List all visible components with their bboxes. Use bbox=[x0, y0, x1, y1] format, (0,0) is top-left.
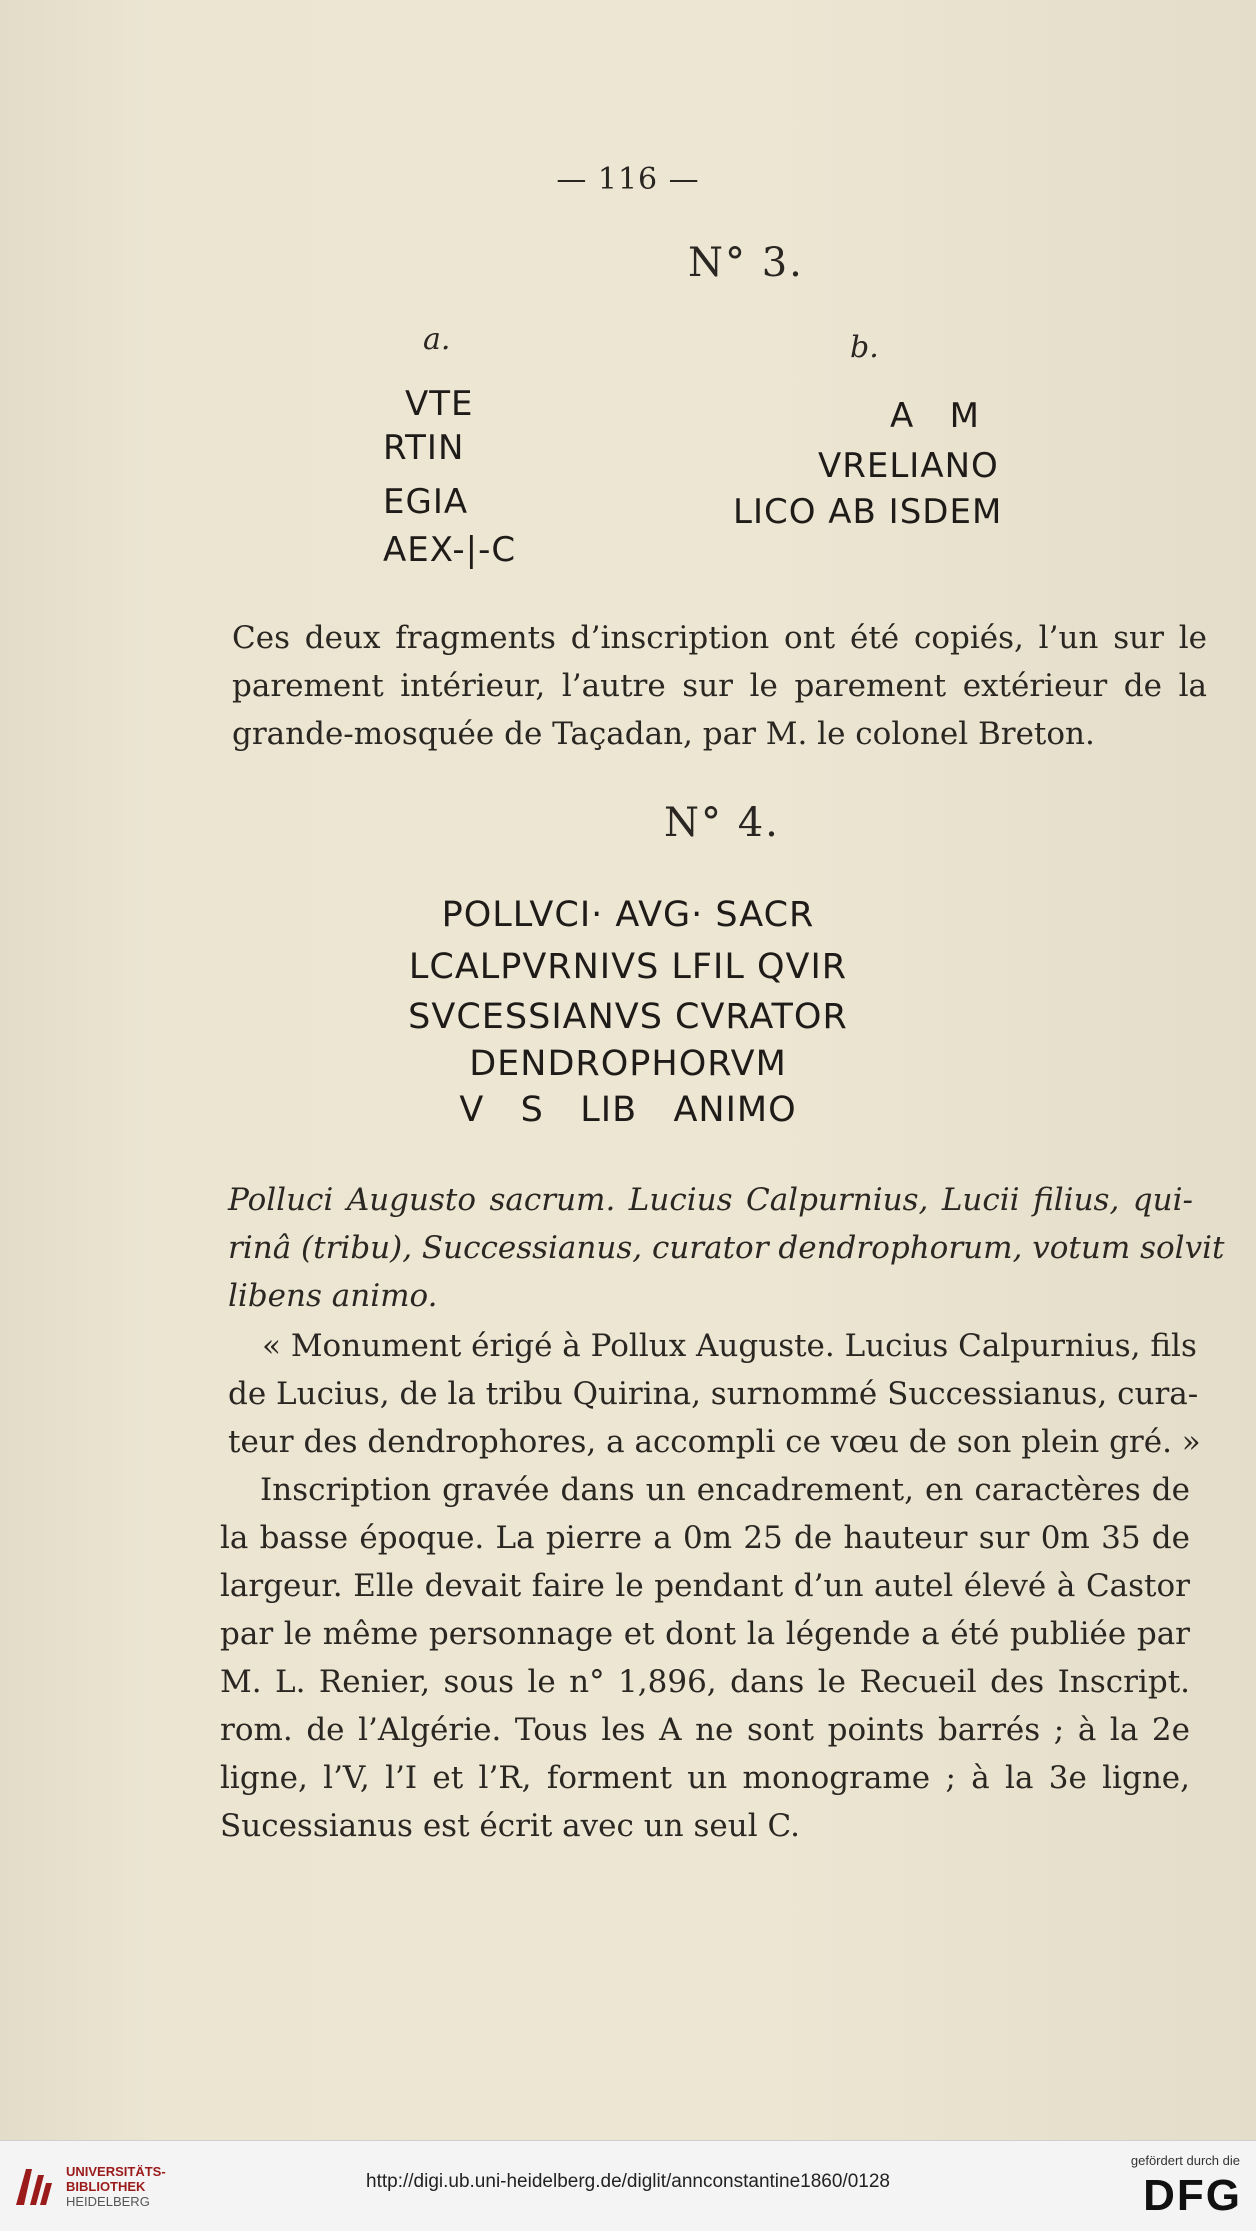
inscription-4-line: LCALPVRNIVS LFIL QVIR bbox=[408, 947, 848, 987]
text-line: ligne, l’V, l’I et l’R, forment un monograme ; à la 3e ligne, bbox=[220, 1760, 1190, 1796]
label-b: b. bbox=[850, 330, 879, 365]
dfg-logo: DFG bbox=[1143, 2171, 1242, 2220]
text-line: « Monument érigé à Pollux Auguste. Lucius Calpurnius, fils bbox=[262, 1328, 1197, 1364]
text-line: par le même personnage et dont la légende a été publiée par bbox=[220, 1616, 1190, 1652]
text-line: Polluci Augusto sacrum. Lucius Calpurnius, Lucii filius, qui- bbox=[228, 1182, 1193, 1218]
inscription-a-line: EGIA bbox=[383, 482, 469, 522]
text-line: M. L. Renier, sous le n° 1,896, dans le Recueil des Inscript. bbox=[220, 1664, 1190, 1700]
label-a: a. bbox=[423, 322, 451, 357]
text-line: de Lucius, de la tribu Quirina, surnommé Successianus, cura- bbox=[228, 1376, 1199, 1412]
library-name-line: UNIVERSITÄTS- bbox=[66, 2164, 166, 2179]
text-line: rinâ (tribu), Successianus, curator dendrophorum, votum solvit bbox=[228, 1230, 1225, 1266]
inscription-a-line: AEX-|-C bbox=[383, 530, 517, 570]
inscription-b-line: A M bbox=[890, 396, 981, 436]
inscription-4-line: V S LIB ANIMO bbox=[459, 1090, 797, 1130]
french-translation bbox=[228, 1322, 1201, 1466]
inscription-4-line: SVCESSIANVS CVRATOR bbox=[408, 997, 848, 1037]
description-paragraph bbox=[220, 1466, 1190, 1850]
text-line: la basse époque. La pierre a 0m 25 de hauteur sur 0m 35 de bbox=[220, 1520, 1190, 1556]
inscription-b-line: VRELIANO bbox=[818, 446, 999, 486]
text-line: Ces deux fragments d’inscription ont été copiés, l’un sur le bbox=[232, 620, 1207, 656]
latin-expansion bbox=[228, 1176, 1225, 1320]
text-line: teur des dendrophores, a accompli ce vœu de son plein gré. » bbox=[228, 1424, 1201, 1460]
page-number: — 116 — bbox=[556, 162, 700, 197]
permalink-url[interactable]: http://digi.ub.uni-heidelberg.de/diglit/annconstantine1860/0128 bbox=[366, 2171, 890, 2192]
inscription-a-line: RTIN bbox=[383, 428, 465, 468]
inscription-a-line: VTE bbox=[405, 384, 474, 424]
inscription-4-line: DENDROPHORVM bbox=[469, 1044, 787, 1084]
text-line: grande-mosquée de Taçadan, par M. le colonel Breton. bbox=[232, 716, 1095, 752]
library-name-line: HEIDELBERG bbox=[66, 2194, 150, 2209]
text-line: Inscription gravée dans un encadrement, en caractères de bbox=[260, 1472, 1190, 1508]
funded-by-label: gefördert durch die bbox=[1130, 2153, 1240, 2168]
inscription-4-line: POLLVCI· AVG· SACR bbox=[441, 895, 815, 935]
section-3-heading: N° 3. bbox=[688, 240, 804, 286]
text-line: Sucessianus est écrit avec un seul C. bbox=[220, 1808, 800, 1844]
text-line: parement intérieur, l’autre sur le parement extérieur de la bbox=[232, 668, 1207, 704]
inscription-b-line: LICO AB ISDEM bbox=[733, 492, 1003, 532]
section-3-paragraph bbox=[232, 614, 1207, 758]
text-line: rom. de l’Algérie. Tous les A ne sont points barrés ; à la 2e bbox=[220, 1712, 1190, 1748]
library-name-line: BIBLIOTHEK bbox=[66, 2179, 146, 2194]
section-4-heading: N° 4. bbox=[664, 800, 780, 846]
footer-bar bbox=[0, 2140, 1256, 2231]
text-line: largeur. Elle devait faire le pendant d’un autel élevé à Castor bbox=[220, 1568, 1190, 1604]
text-line: libens animo. bbox=[228, 1278, 438, 1314]
